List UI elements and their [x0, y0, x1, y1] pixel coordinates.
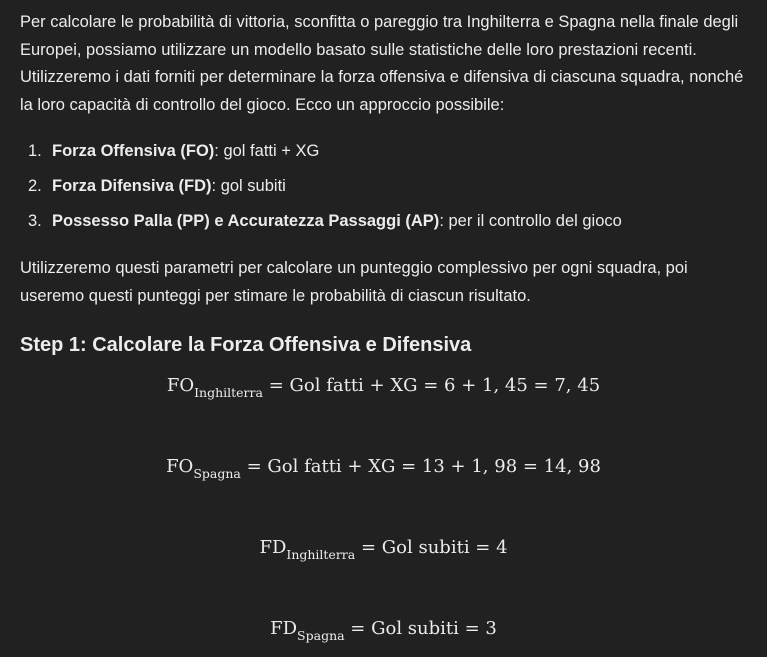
equation-rhs: = Gol fatti + XG = 13 + 1, 98 = 14, 98: [240, 456, 601, 477]
list-item: [20, 138, 750, 165]
equation-subscript: Inghilterra: [194, 385, 263, 400]
equation-subscript: Spagna: [193, 466, 241, 481]
intro-paragraph: Per calcolare le probabilità di vittoria, sconfitta o pareggio tra Inghilterra e Spagna nella finale degli Europei, possiamo utilizzare un modello basato sulle statistiche delle loro prestazioni recenti. Utilizzeremo i dati forniti per determinare la forza offensiva e difensiva di ciascuna squadra, nonché la loro capacità di controllo del gioco. Ecco un approccio possibile:: [20, 13, 744, 114]
list-item-text: : gol fatti + XG: [214, 142, 320, 160]
equation-lhs: FO: [166, 375, 195, 396]
equation-lhs: FO: [166, 456, 194, 477]
equation-fd-spagna: [0, 615, 767, 644]
equation-fd-inghilterra: [0, 534, 767, 563]
equation-subscript: Inghilterra: [286, 547, 356, 562]
summary-paragraph: Utilizzeremo questi parametri per calcolare un punteggio complessivo per ogni squadra, poi useremo questi punteggi per stimare le probabilità di ciascun risultato.: [20, 259, 688, 305]
equation-lhs: FD: [270, 618, 298, 639]
step1-heading: Step 1: Calcolare la Forza Offensiva e Difensiva: [20, 334, 472, 356]
list-item-title: Forza Difensiva (FD): [52, 177, 212, 195]
list-item-title: Possesso Palla (PP) e Accuratezza Passaggi (AP): [52, 212, 440, 230]
list-item-text: : per il controllo del gioco: [439, 212, 622, 230]
list-item: [20, 173, 750, 200]
list-number: 3.: [28, 212, 42, 230]
equation-subscript: Spagna: [297, 628, 345, 643]
equation-rhs: = Gol subiti = 3: [344, 618, 497, 639]
list-item: [20, 208, 750, 235]
equation-rhs: = Gol subiti = 4: [355, 537, 508, 558]
list-number: 2.: [28, 177, 42, 195]
equation-fo-spagna: [0, 453, 767, 482]
list-item-title: Forza Offensiva (FO): [52, 142, 215, 160]
list-item-text: : gol subiti: [211, 177, 286, 195]
equation-lhs: FD: [259, 537, 287, 558]
equation-fo-inghilterra: [0, 372, 767, 401]
equation-rhs: = Gol fatti + XG = 6 + 1, 45 = 7, 45: [262, 375, 601, 396]
list-number: 1.: [28, 142, 42, 160]
